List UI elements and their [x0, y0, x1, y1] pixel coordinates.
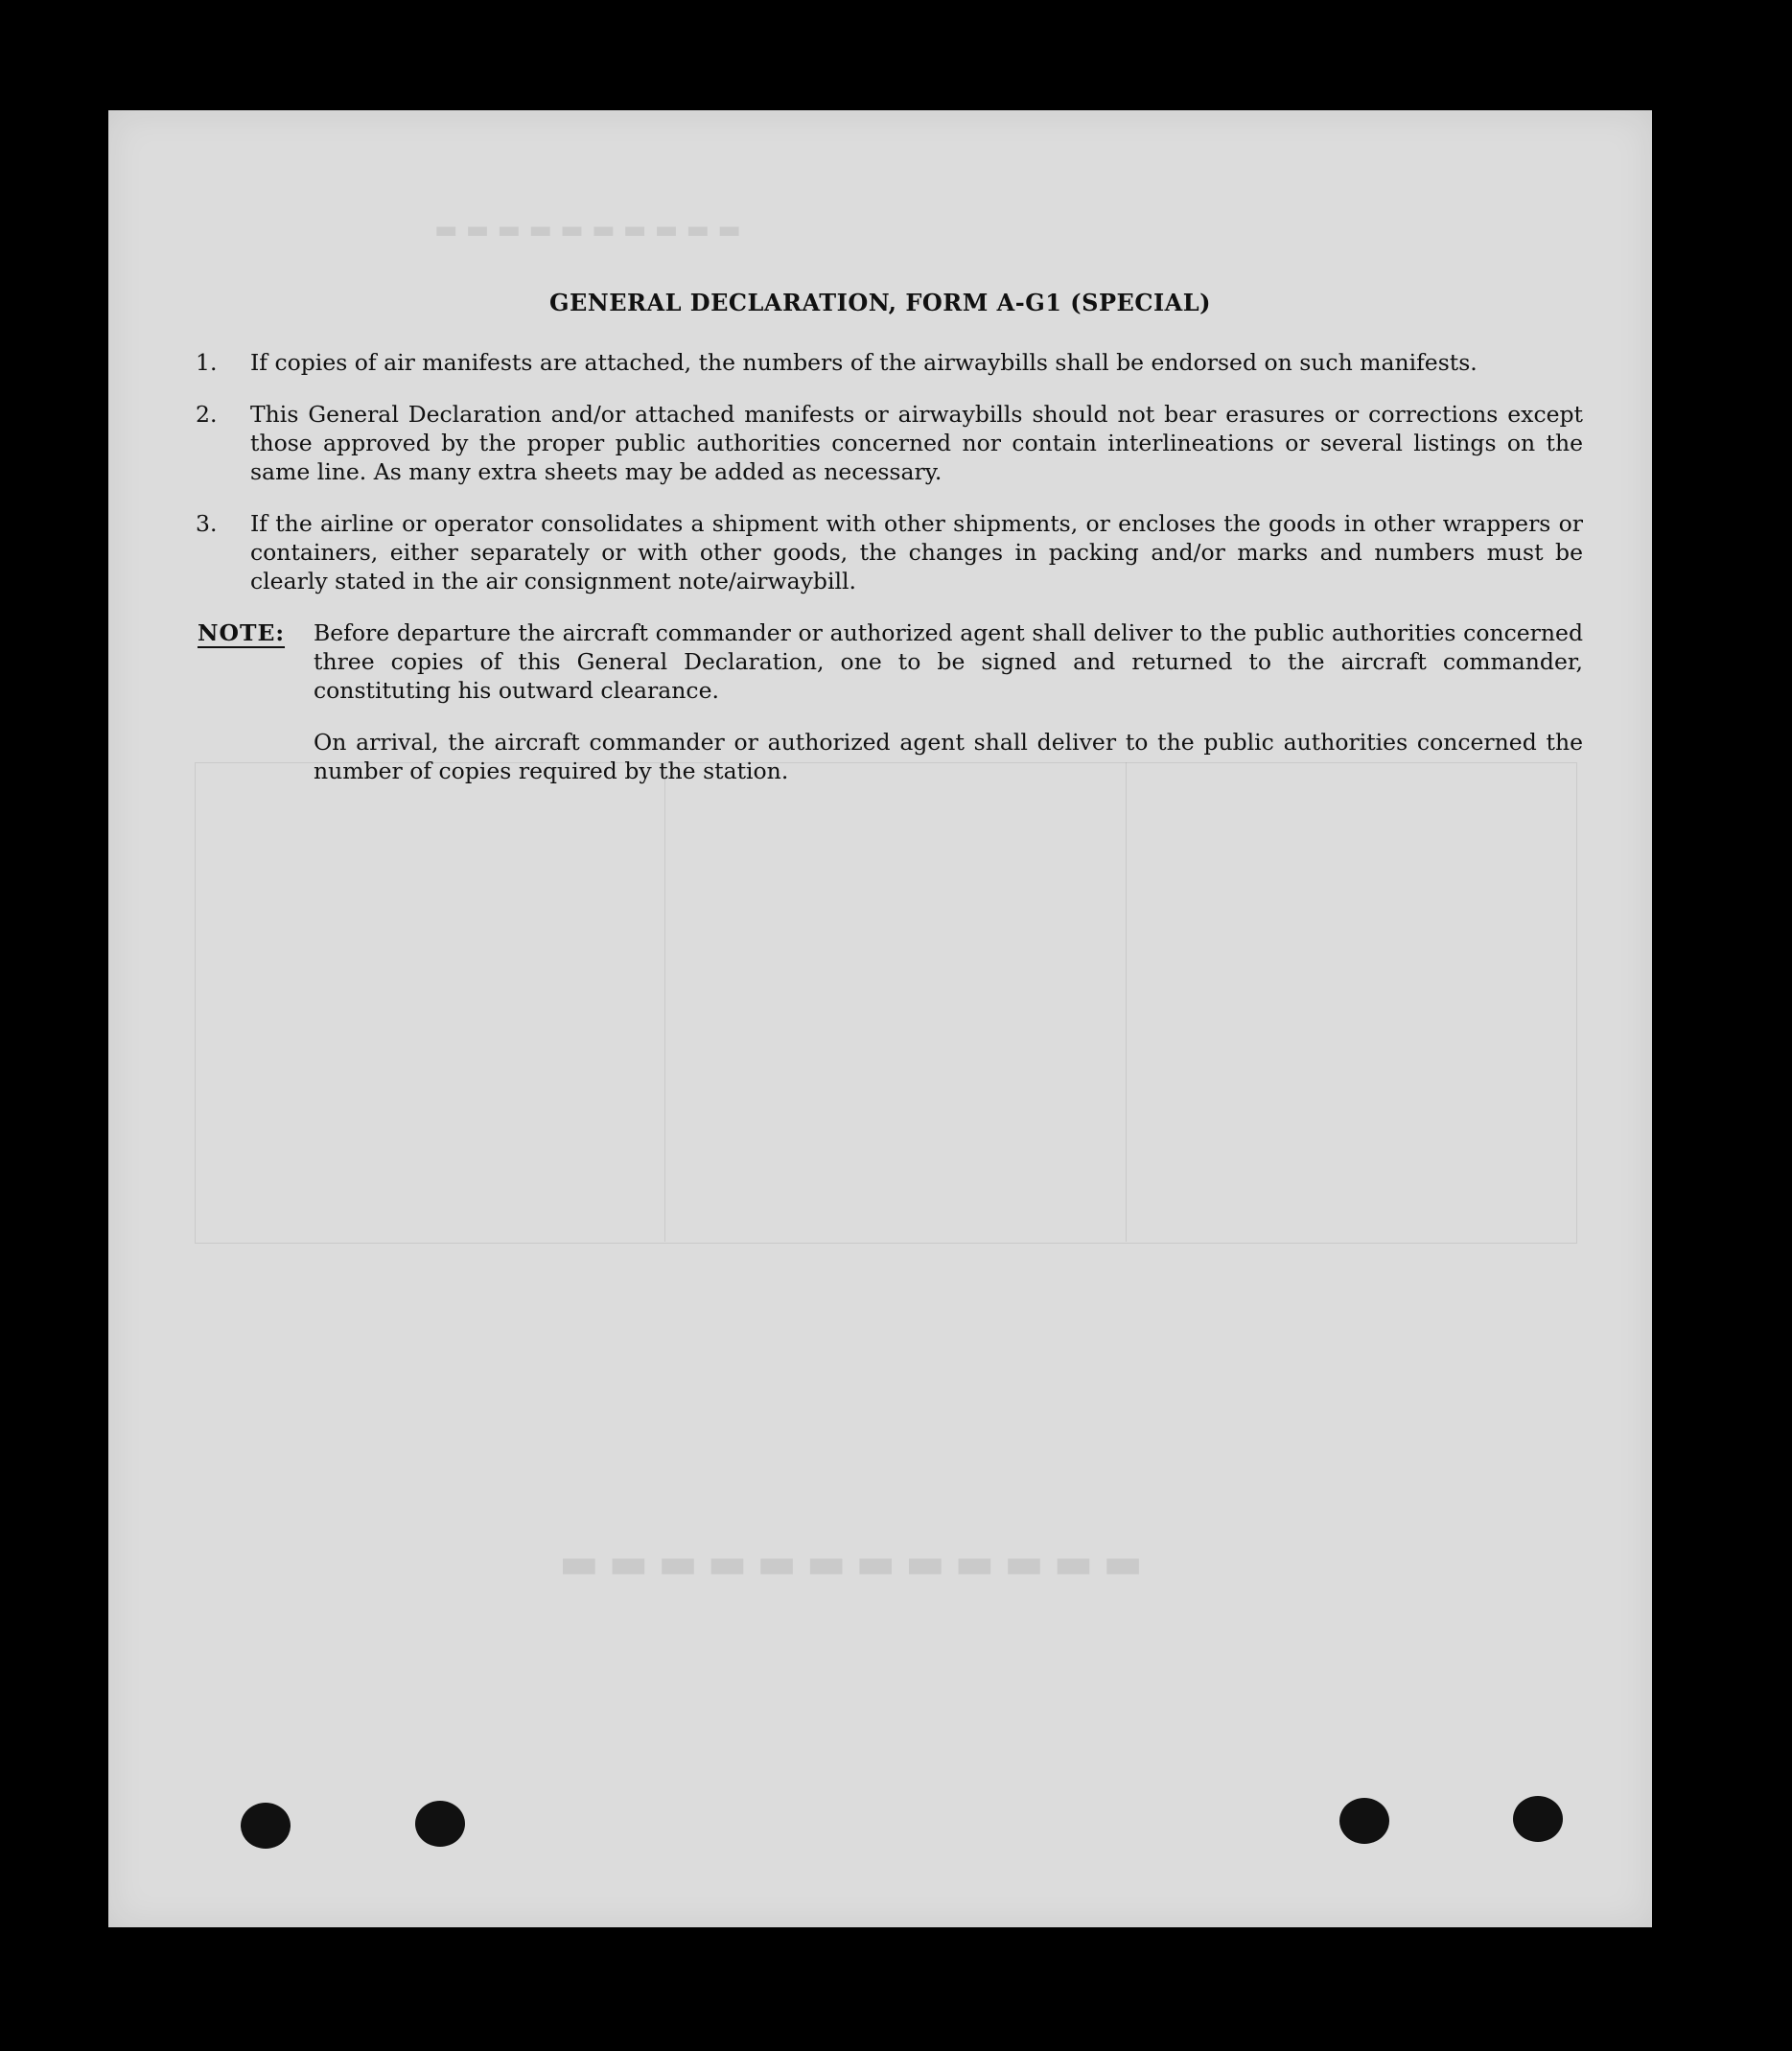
item-text: If the airline or operator consolidates a shipment with other shipments, or encloses the goods in other wrappers or containers, either separately or with other goods, the changes in packing and/or marks and numbers must be clearly stated in the air consignment note/airwaybill.	[250, 510, 1583, 594]
item-number: 3.	[196, 510, 218, 537]
note-label: NOTE:	[198, 619, 286, 646]
punch-hole	[241, 1803, 291, 1849]
item-number: 2.	[196, 401, 218, 428]
item-text: This General Declaration and/or attached manifests or airwaybills should not bear erasures or corrections except those approved by the proper public authorities concerned nor contain interlineations or several listings on the same line. As many extra sheets may be added as necessary.	[250, 401, 1583, 485]
form-title: GENERAL DECLARATION, FORM A-G1 (SPECIAL)	[548, 289, 1212, 316]
show-through-text: ▬ ▬ ▬ ▬ ▬ ▬ ▬ ▬ ▬ ▬	[434, 216, 742, 245]
punch-hole	[1339, 1798, 1389, 1844]
note-paragraph-1: Before departure the aircraft commander or authorized agent shall deliver to the public authorities concerned three copies of this General Declaration, one to be signed and returned to the aircraft commander, constituting his outward clearance.	[314, 619, 1583, 704]
declaration-sheet	[108, 110, 1652, 1927]
punch-hole	[415, 1801, 465, 1847]
note-paragraph-2: On arrival, the aircraft commander or authorized agent shall deliver to the public authorities concerned the number of copies required by the station.	[314, 729, 1583, 784]
item-number: 1.	[196, 349, 218, 376]
item-text: If copies of air manifests are attached, the numbers of the airwaybills shall be endorsed on such manifests.	[250, 349, 1478, 376]
show-through-box-divider	[664, 762, 1127, 1242]
punch-hole	[1513, 1796, 1563, 1842]
show-through-heading: ▬▬▬▬▬▬▬▬▬▬▬▬	[549, 1539, 1143, 1588]
